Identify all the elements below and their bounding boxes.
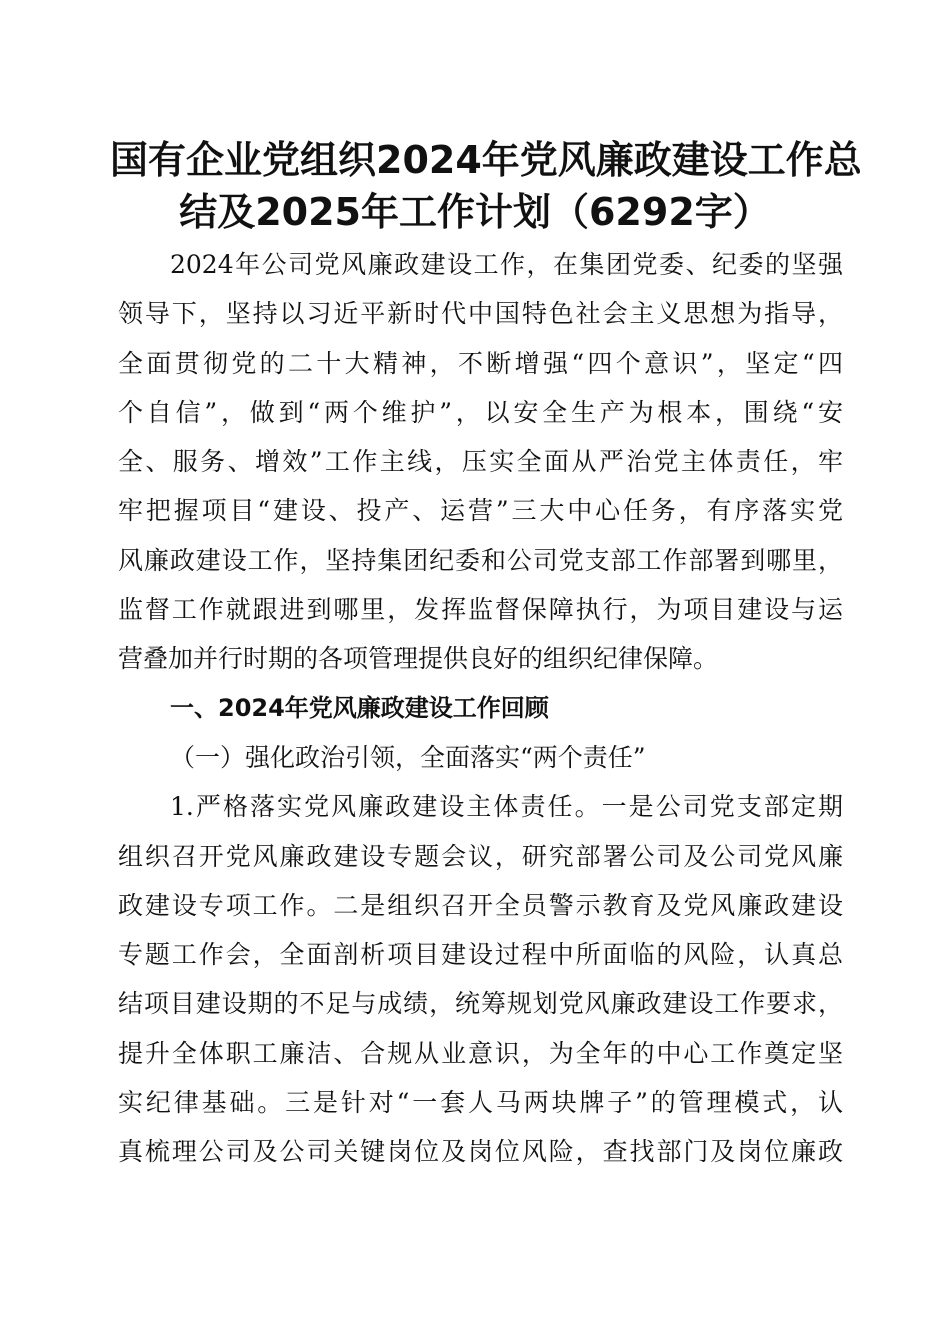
item-paragraph-line: 政建设专项工作。二是组织召开全员警示教育及党风廉政建设 [118,890,843,920]
item-paragraph-line: 专题工作会，全面剖析项目建设过程中所面临的风险，认真总 [118,940,843,970]
item-paragraph-line: 1.严格落实党风廉政建设主体责任。一是公司党支部定期 [170,792,843,822]
document-title-line-1: 国有企业党组织2024年党风廉政建设工作总 [110,138,862,182]
item-paragraph-line: 结项目建设期的不足与成绩，统筹规划党风廉政建设工作要求， [118,989,843,1019]
intro-paragraph-line: 领导下，坚持以习近平新时代中国特色社会主义思想为指导， [118,299,843,329]
document-title-line-2: 结及2025年工作计划（6292字） [179,190,771,234]
intro-paragraph-line: 2024年公司党风廉政建设工作，在集团党委、纪委的坚强 [170,250,843,279]
item-paragraph-line: 提升全体职工廉洁、合规从业意识，为全年的中心工作奠定坚 [118,1038,843,1068]
intro-paragraph-line: 监督工作就跟进到哪里，发挥监督保障执行，为项目建设与运 [118,595,843,625]
item-paragraph-line: 实纪律基础。三是针对“一套人马两块牌子”的管理模式，认 [118,1088,843,1118]
intro-paragraph-line: 牢把握项目“建设、投产、运营”三大中心任务，有序落实党 [118,496,843,526]
section-heading: 一、2024年党风廉政建设工作回顾 [170,693,549,722]
subsection-heading: （一）强化政治引领，全面落实“两个责任” [170,742,646,772]
intro-paragraph-line: 全、服务、增效”工作主线，压实全面从严治党主体责任，牢 [118,447,843,477]
item-paragraph-line: 真梳理公司及公司关键岗位及岗位风险，查找部门及岗位廉政 [118,1137,843,1167]
intro-paragraph-line: 全面贯彻党的二十大精神，不断增强“四个意识”，坚定“四 [118,348,843,378]
intro-paragraph-line: 个自信”，做到“两个维护”，以安全生产为根本，围绕“安 [118,397,843,427]
document-body [118,240,843,1177]
intro-paragraph-line: 风廉政建设工作，坚持集团纪委和公司党支部工作部署到哪里， [118,545,843,575]
intro-paragraph-line: 营叠加并行时期的各项管理提供良好的组织纪律保障。 [118,644,719,674]
item-paragraph-line: 组织召开党风廉政建设专题会议，研究部署公司及公司党风廉 [118,841,843,871]
